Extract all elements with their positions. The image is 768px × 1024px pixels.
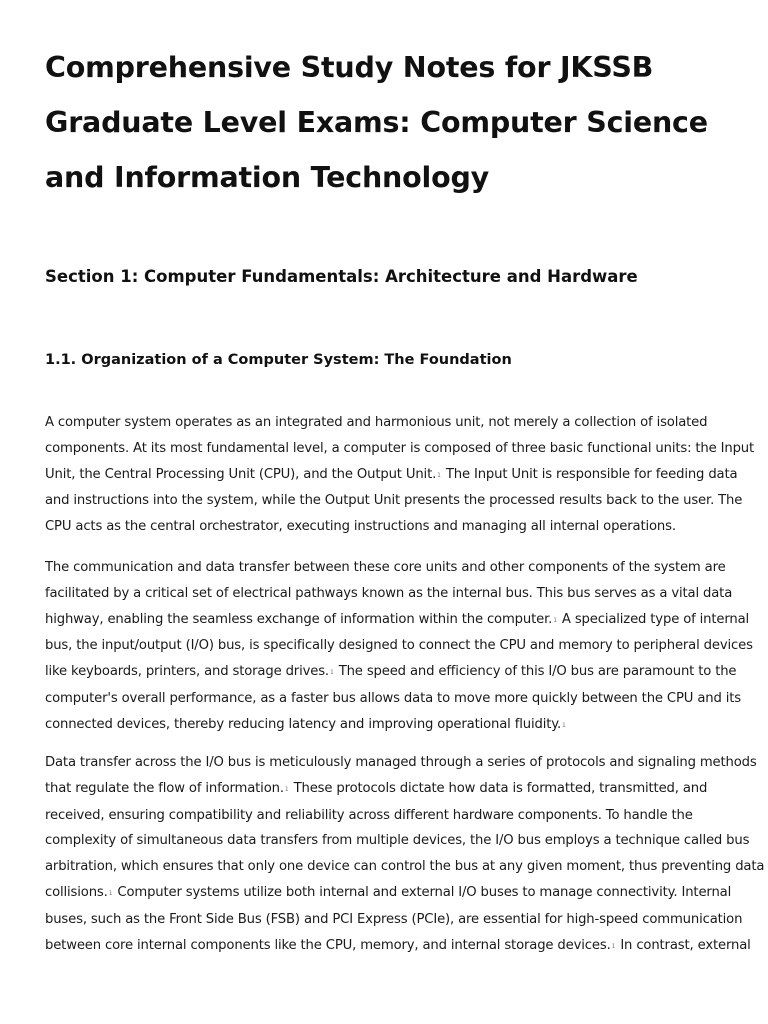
section-heading: Section 1: Computer Fundamentals: Architecture and Hardware — [45, 267, 638, 286]
paragraph-text: collisions. — [45, 884, 108, 900]
document-title-line: Comprehensive Study Notes for JKSSB — [45, 51, 654, 84]
paragraph-text: buses, such as the Front Side Bus (FSB) and PCI Express (PCIe), are essential for high-speed communication — [45, 911, 743, 927]
subsection-heading: 1.1. Organization of a Computer System: The Foundation — [45, 352, 512, 368]
document-title-line: and Information Technology — [45, 161, 490, 194]
paragraph-text: like keyboards, printers, and storage drives. — [45, 664, 329, 680]
paragraph-line — [45, 750, 757, 776]
paragraph-line — [45, 436, 755, 462]
citation-marker[interactable]: 1 — [611, 942, 616, 950]
paragraph-line — [45, 854, 765, 880]
paragraph-line — [45, 514, 735, 540]
document-title-line: Graduate Level Exams: Computer Science — [45, 106, 708, 139]
paragraph-text: Computer systems utilize both internal and external I/O buses to manage connectivity. Internal — [113, 884, 732, 900]
paragraph-text: connected devices, thereby reducing latency and improving operational fluidity. — [45, 716, 562, 732]
citation-marker[interactable]: 1 — [437, 471, 441, 479]
paragraph-line — [45, 828, 750, 854]
paragraph — [45, 410, 755, 540]
paragraph-line — [45, 803, 735, 829]
citation-marker[interactable]: 1 — [329, 669, 334, 677]
paragraph-text: The speed and efficiency of this I/O bus are paramount to the — [334, 664, 737, 680]
citation-marker[interactable]: 1 — [553, 616, 557, 624]
paragraph-line — [45, 555, 735, 581]
paragraph-text: Unit, the Central Processing Unit (CPU), and the Output Unit. — [45, 466, 437, 482]
citation-marker[interactable]: 1 — [284, 785, 289, 793]
paragraph-line — [45, 633, 753, 659]
paragraph-line — [45, 462, 738, 489]
paragraph-line — [45, 581, 735, 607]
paragraph-line — [45, 907, 743, 933]
paragraph-text: The communication and data transfer between these core units and other components of the system are — [45, 560, 726, 575]
paragraph-text: A specialized type of internal — [557, 611, 750, 627]
paragraph-text: These protocols dictate how data is formatted, transmitted, and — [289, 780, 708, 796]
paragraph-line — [45, 488, 743, 514]
paragraph — [45, 750, 765, 959]
paragraph-text: highway, enabling the seamless exchange of information within the computer. — [45, 611, 553, 627]
paragraph-text: and instructions into the system, while the Output Unit presents the processed results back to the user. The — [45, 493, 743, 509]
document-title — [45, 40, 735, 205]
citation-marker[interactable]: 1 — [562, 721, 566, 729]
paragraph-line — [45, 712, 735, 739]
paragraph-text: received, ensuring compatibility and reliability across different hardware components. To handle the — [45, 807, 693, 823]
paragraph-line — [45, 933, 751, 960]
paragraph-text: between core internal components like the CPU, memory, and internal storage devices. — [45, 937, 611, 953]
paragraph-text: In contrast, external — [616, 937, 751, 953]
paragraph-text: A computer system operates as an integrated and harmonious unit, not merely a collection of isolated — [45, 415, 708, 430]
paragraph-text: facilitated by a critical set of electrical pathways known as the internal bus. This bus serves as a vital data — [45, 585, 733, 601]
paragraph-text: computer's overall performance, as a faster bus allows data to move more quickly between the CPU and its — [45, 690, 741, 706]
paragraph-text: complexity of simultaneous data transfers from multiple devices, the I/O bus employs a technique called bus — [45, 833, 750, 849]
paragraph-line — [45, 607, 750, 634]
paragraph-text: The Input Unit is responsible for feeding data — [441, 466, 738, 482]
paragraph-text: that regulate the flow of information. — [45, 780, 284, 796]
paragraph-text: arbitration, which ensures that only one device can control the bus at any given moment, thus preventing data — [45, 859, 765, 875]
paragraph-line — [45, 410, 735, 436]
paragraph — [45, 555, 753, 739]
paragraph-line — [45, 659, 735, 686]
paragraph-line — [45, 686, 741, 712]
paragraph-text: components. At its most fundamental level, a computer is composed of three basic functional units: the Input — [45, 440, 755, 456]
paragraph-text: Data transfer across the I/O bus is meticulously managed through a series of protocols and signaling methods — [45, 755, 757, 770]
paragraph-text: CPU acts as the central orchestrator, executing instructions and managing all internal operations. — [45, 519, 676, 535]
paragraph-text: bus, the input/output (I/O) bus, is specifically designed to connect the CPU and memory to peripheral devices — [45, 638, 753, 654]
paragraph-line — [45, 880, 735, 907]
paragraph-line — [45, 776, 735, 803]
citation-marker[interactable]: 1 — [108, 889, 113, 897]
